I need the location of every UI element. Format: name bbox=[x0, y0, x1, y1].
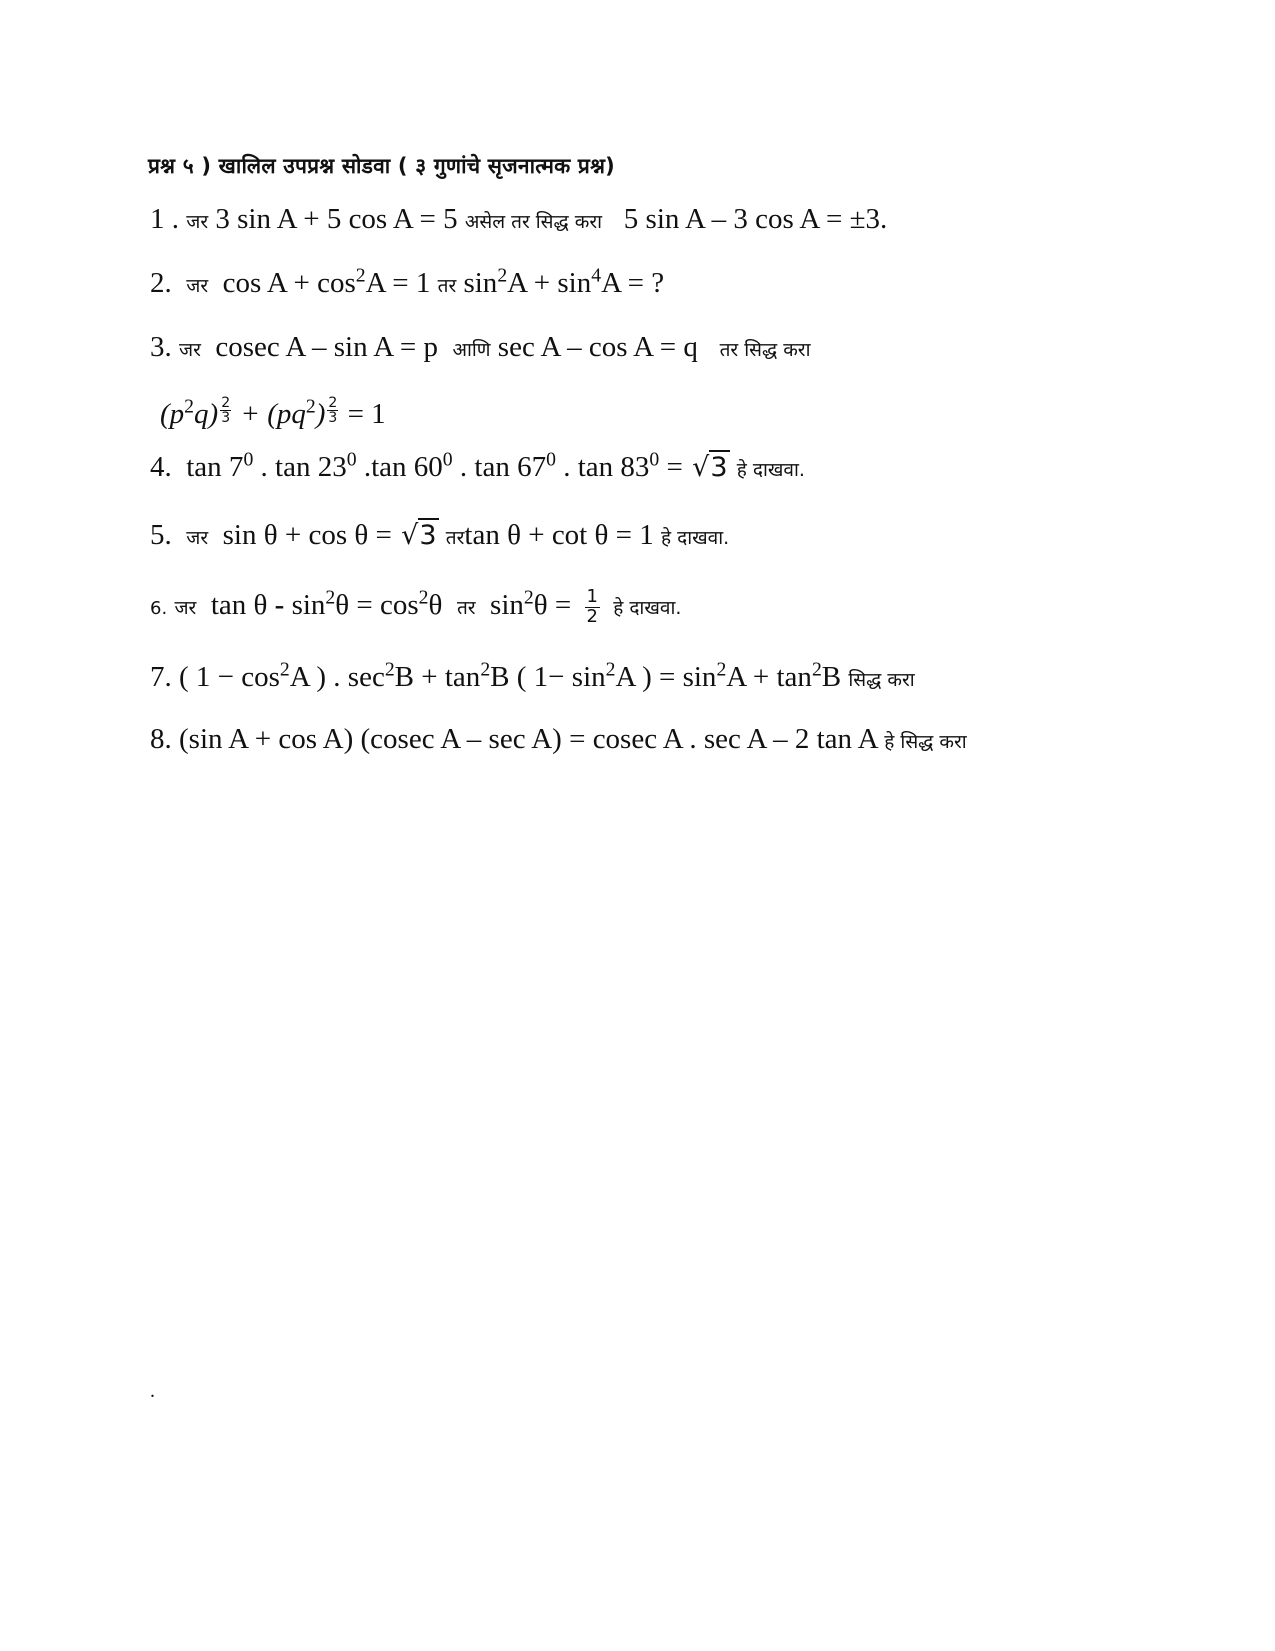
question-number: 4. bbox=[150, 451, 172, 483]
question-number: 7. bbox=[150, 661, 172, 693]
condition-expression-1: cosec A – sin A = p bbox=[215, 331, 438, 363]
identity-expression: ( $1 - \cos^2A$ ) . $\sec^2B + \tan^2B$ ( $1- \sin^2A$ ) = $\sin^2A + \tan^2B$ bbox=[179, 658, 842, 693]
marathi-prove-text: असेल तर सिद्ध करा bbox=[464, 211, 603, 233]
question-2 bbox=[150, 266, 664, 301]
question-1 bbox=[150, 202, 887, 237]
fraction-one-half: $\frac{1}{2}$ bbox=[586, 586, 598, 627]
marathi-show: हे दाखवा. bbox=[613, 597, 682, 620]
marathi-show: हे दाखवा. bbox=[661, 527, 730, 549]
marathi-if: जर bbox=[174, 597, 197, 620]
square-root: √3 bbox=[401, 520, 437, 551]
identity-expression: (sin A + cos A) (cosec A – sec A) = cosec A . sec A – 2 tan A bbox=[179, 723, 878, 755]
marathi-and: आणि bbox=[452, 339, 491, 361]
marathi-prove: हे सिद्ध करा bbox=[884, 731, 967, 753]
asked-expression: $\sin^2A + \sin^4A$ = ? bbox=[463, 264, 665, 299]
question-number: 2. bbox=[150, 267, 172, 299]
question-number: 3. bbox=[150, 331, 172, 363]
exponent-fraction: $\frac{2}{3}$ bbox=[328, 395, 338, 426]
question-7 bbox=[150, 660, 915, 695]
marathi-then-prove: तर सिद्ध करा bbox=[719, 339, 811, 361]
section-heading: प्रश्न ५ ) खालिल उपप्रश्न सोडवा ( ३ गुणांचे सृजनात्मक प्रश्न) bbox=[148, 154, 615, 178]
result-expression: 5 sin A – 3 cos A = ±3. bbox=[623, 203, 888, 235]
result-expression: tan θ + cot θ = 1 bbox=[464, 519, 654, 551]
marathi-then: तर bbox=[437, 275, 457, 297]
result-expression: $\sin^2\theta$ = bbox=[490, 586, 579, 622]
marathi-if: जर bbox=[186, 211, 209, 233]
question-3 bbox=[150, 330, 811, 365]
marathi-if: जर bbox=[186, 275, 209, 297]
condition-expression: 3 sin A + 5 cos A = 5 bbox=[215, 203, 458, 235]
footer-dot: . bbox=[150, 1380, 155, 1402]
condition-expression-2: sec A – cos A = q bbox=[497, 331, 698, 363]
question-4 bbox=[150, 450, 805, 485]
product-expression: $\tan 7^0$ . $\tan 23^0$ .tan $60^0$ . $\tan 67^0$ . $\tan 83^0$ = bbox=[186, 448, 691, 483]
square-root: √3 bbox=[692, 452, 728, 483]
marathi-then: तर bbox=[445, 527, 465, 549]
marathi-then: तर bbox=[456, 597, 476, 620]
question-5 bbox=[150, 518, 729, 553]
question-3-equation: $(p^2q)$ $\frac{2}{3}$ + $(pq^2)$ $\frac{2}{3}$ = 1 bbox=[160, 395, 386, 430]
question-8 bbox=[150, 722, 967, 757]
exponent-fraction: $\frac{2}{3}$ bbox=[221, 395, 231, 426]
question-number: 1 . bbox=[150, 203, 179, 235]
marathi-if: जर bbox=[186, 527, 209, 549]
condition-expression: sin θ + cos θ = bbox=[222, 519, 400, 551]
marathi-if: जर bbox=[179, 339, 201, 361]
condition-expression: $\tan \theta - \sin^2\theta = \cos^2\theta$ bbox=[210, 586, 443, 622]
question-number: 6. bbox=[150, 598, 168, 620]
question-6 bbox=[150, 588, 681, 627]
question-number: 5. bbox=[150, 519, 172, 551]
marathi-show: हे दाखवा. bbox=[736, 459, 805, 481]
marathi-prove: सिद्ध करा bbox=[848, 669, 915, 691]
condition-expression: $\cos A + \cos^2A = 1$ bbox=[222, 264, 431, 299]
question-number: 8. bbox=[150, 723, 172, 755]
